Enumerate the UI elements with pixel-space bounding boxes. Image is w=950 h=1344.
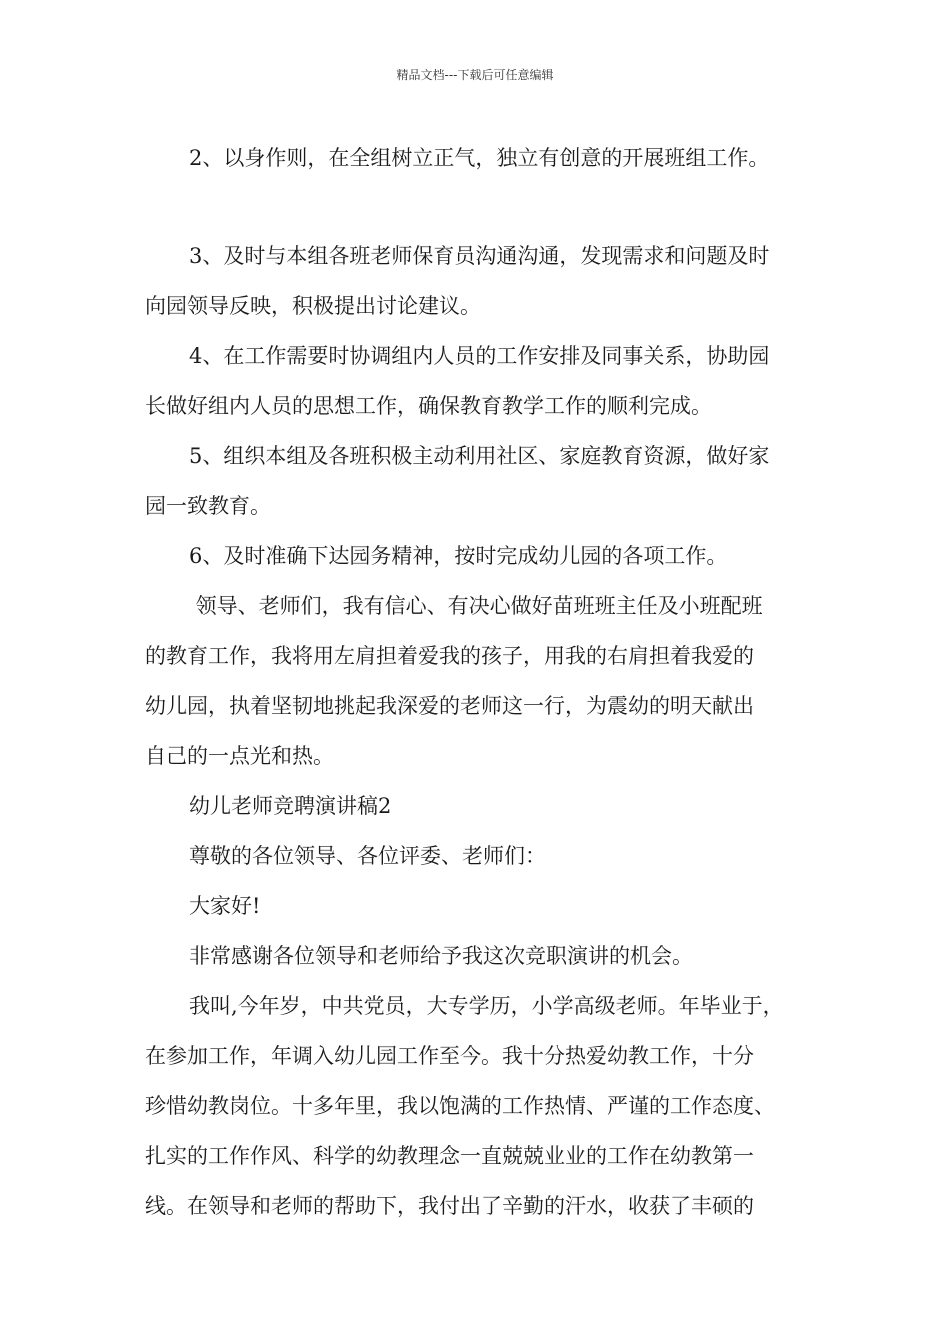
text-line: 自己的一点光和热。 xyxy=(145,744,334,768)
text-line: 5、组织本组及各班积极主动利用社区、家庭教育资源，做好家 xyxy=(189,444,770,468)
greeting xyxy=(145,881,825,931)
text-line: 向园领导反映，积极提出讨论建议。 xyxy=(145,294,481,318)
paragraph-item-5 xyxy=(145,431,825,531)
text-line: 长做好组内人员的思想工作，确保教育教学工作的顺利完成。 xyxy=(145,394,712,418)
text-line: 2、以身作则，在全组树立正气，独立有创意的开展班组工作。 xyxy=(189,146,770,170)
paragraph-thanks xyxy=(145,931,825,981)
page-header: 精品文档---下载后可任意编辑 xyxy=(396,68,554,82)
text-line: 3、及时与本组各班老师保育员沟通沟通，发现需求和问题及时 xyxy=(189,244,770,268)
paragraph-item-4 xyxy=(145,331,825,431)
text-line: 我叫,今年岁，中共党员，大专学历，小学高级老师。年毕业于， xyxy=(189,994,784,1018)
text-line: 4、在工作需要时协调组内人员的工作安排及同事关系，协助园 xyxy=(189,344,770,368)
document-body xyxy=(145,133,825,1231)
paragraph-item-3 xyxy=(145,231,825,331)
text-line: 非常感谢各位领导和老师给予我这次竞职演讲的机会。 xyxy=(189,944,693,968)
text-line: 在参加工作，年调入幼儿园工作至今。我十分热爱幼教工作，十分 xyxy=(145,1044,754,1068)
text-line: 线。在领导和老师的帮助下，我付出了辛勤的汗水，收获了丰硕的 xyxy=(145,1194,754,1218)
text-line: 领导、老师们，我有信心、有决心做好苗班班主任及小班配班 xyxy=(189,594,763,618)
text-line: 园一致教育。 xyxy=(145,494,271,518)
text-line: 幼儿园，执着坚韧地挑起我深爱的老师这一行，为震幼的明天献出 xyxy=(145,694,754,718)
paragraph-closing xyxy=(145,581,825,781)
text-line: 6、及时准确下达园务精神，按时完成幼儿园的各项工作。 xyxy=(189,544,728,568)
paragraph-item-6 xyxy=(145,531,825,581)
text-line: 珍惜幼教岗位。十多年里，我以饱满的工作热情、严谨的工作态度、 xyxy=(145,1094,775,1118)
text-line: 大家好! xyxy=(189,894,261,918)
text-line: 扎实的工作作风、科学的幼教理念一直兢兢业业的工作在幼教第一 xyxy=(145,1144,754,1168)
text-line: 幼儿老师竞聘演讲稿2 xyxy=(189,794,392,818)
text-line: 尊敬的各位领导、各位评委、老师们： xyxy=(189,844,546,868)
section-title xyxy=(145,781,825,831)
text-line: 的教育工作，我将用左肩担着爱我的孩子，用我的右肩担着我爱的 xyxy=(145,644,754,668)
paragraph-item-2 xyxy=(145,133,825,183)
salutation xyxy=(145,831,825,881)
paragraph-intro xyxy=(145,981,825,1231)
